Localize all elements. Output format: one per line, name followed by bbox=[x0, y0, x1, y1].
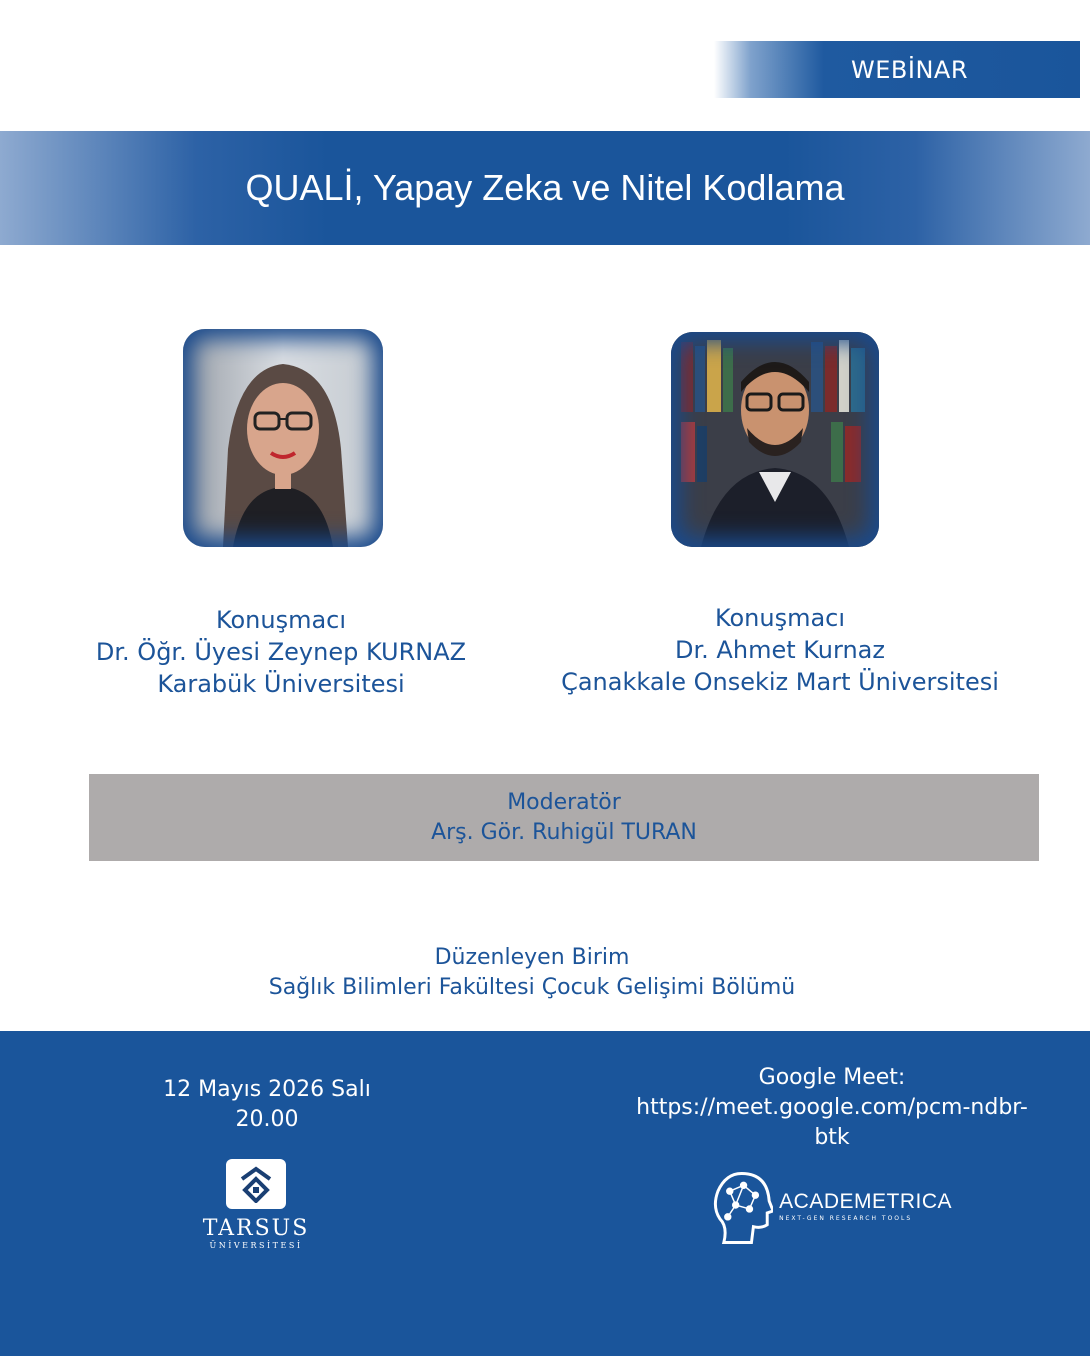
speaker-name: Dr. Ahmet Kurnaz bbox=[675, 636, 885, 664]
tarsus-emblem-icon bbox=[226, 1159, 286, 1209]
meet-link[interactable]: https://meet.google.com/pcm-ndbr-btk bbox=[636, 1095, 1028, 1150]
speaker-role: Konuşmacı bbox=[714, 604, 846, 632]
title-band bbox=[0, 131, 1090, 245]
event-datetime bbox=[130, 1075, 404, 1135]
speaker-card-1 bbox=[60, 604, 502, 700]
academetrica-name: ACADEMETRICA bbox=[779, 1190, 952, 1213]
tarsus-sub: ÜNİVERSİTESİ bbox=[209, 1241, 303, 1250]
academetrica-logo bbox=[712, 1167, 952, 1247]
organizer-block bbox=[0, 943, 1064, 1003]
webinar-tag: WEBİNAR bbox=[714, 41, 1080, 98]
speaker-photo-zeynep bbox=[183, 329, 383, 547]
organizer-unit: Sağlık Bilimleri Fakültesi Çocuk Gelişimi Bölümü bbox=[268, 975, 796, 1000]
event-time: 20.00 bbox=[235, 1107, 299, 1132]
speaker-affiliation: Karabük Üniversitesi bbox=[157, 670, 405, 698]
event-date: 12 Mayıs 2026 Salı bbox=[163, 1077, 371, 1102]
moderator-box bbox=[89, 774, 1039, 861]
speaker-affiliation: Çanakkale Onsekiz Mart Üniversitesi bbox=[561, 668, 999, 696]
moderator-role: Moderatör bbox=[507, 789, 621, 815]
moderator-name: Arş. Gör. Ruhigül TURAN bbox=[431, 819, 697, 845]
page-title: QUALİ, Yapay Zeka ve Nitel Kodlama bbox=[245, 167, 845, 208]
tarsus-university-logo bbox=[196, 1159, 316, 1251]
brain-head-icon bbox=[712, 1167, 773, 1247]
speaker-role: Konuşmacı bbox=[215, 606, 347, 634]
speaker-card-2 bbox=[520, 602, 1040, 698]
speaker-name: Dr. Öğr. Üyesi Zeynep KURNAZ bbox=[95, 638, 467, 666]
meet-label: Google Meet: bbox=[758, 1065, 906, 1090]
footer bbox=[0, 1031, 1090, 1356]
academetrica-tagline: NEXT-GEN RESEARCH TOOLS bbox=[779, 1215, 913, 1222]
meet-block bbox=[620, 1063, 1044, 1153]
speaker-photo-ahmet bbox=[671, 332, 879, 547]
organizer-label: Düzenleyen Birim bbox=[434, 945, 630, 970]
tarsus-name: TARSUS bbox=[202, 1216, 310, 1241]
